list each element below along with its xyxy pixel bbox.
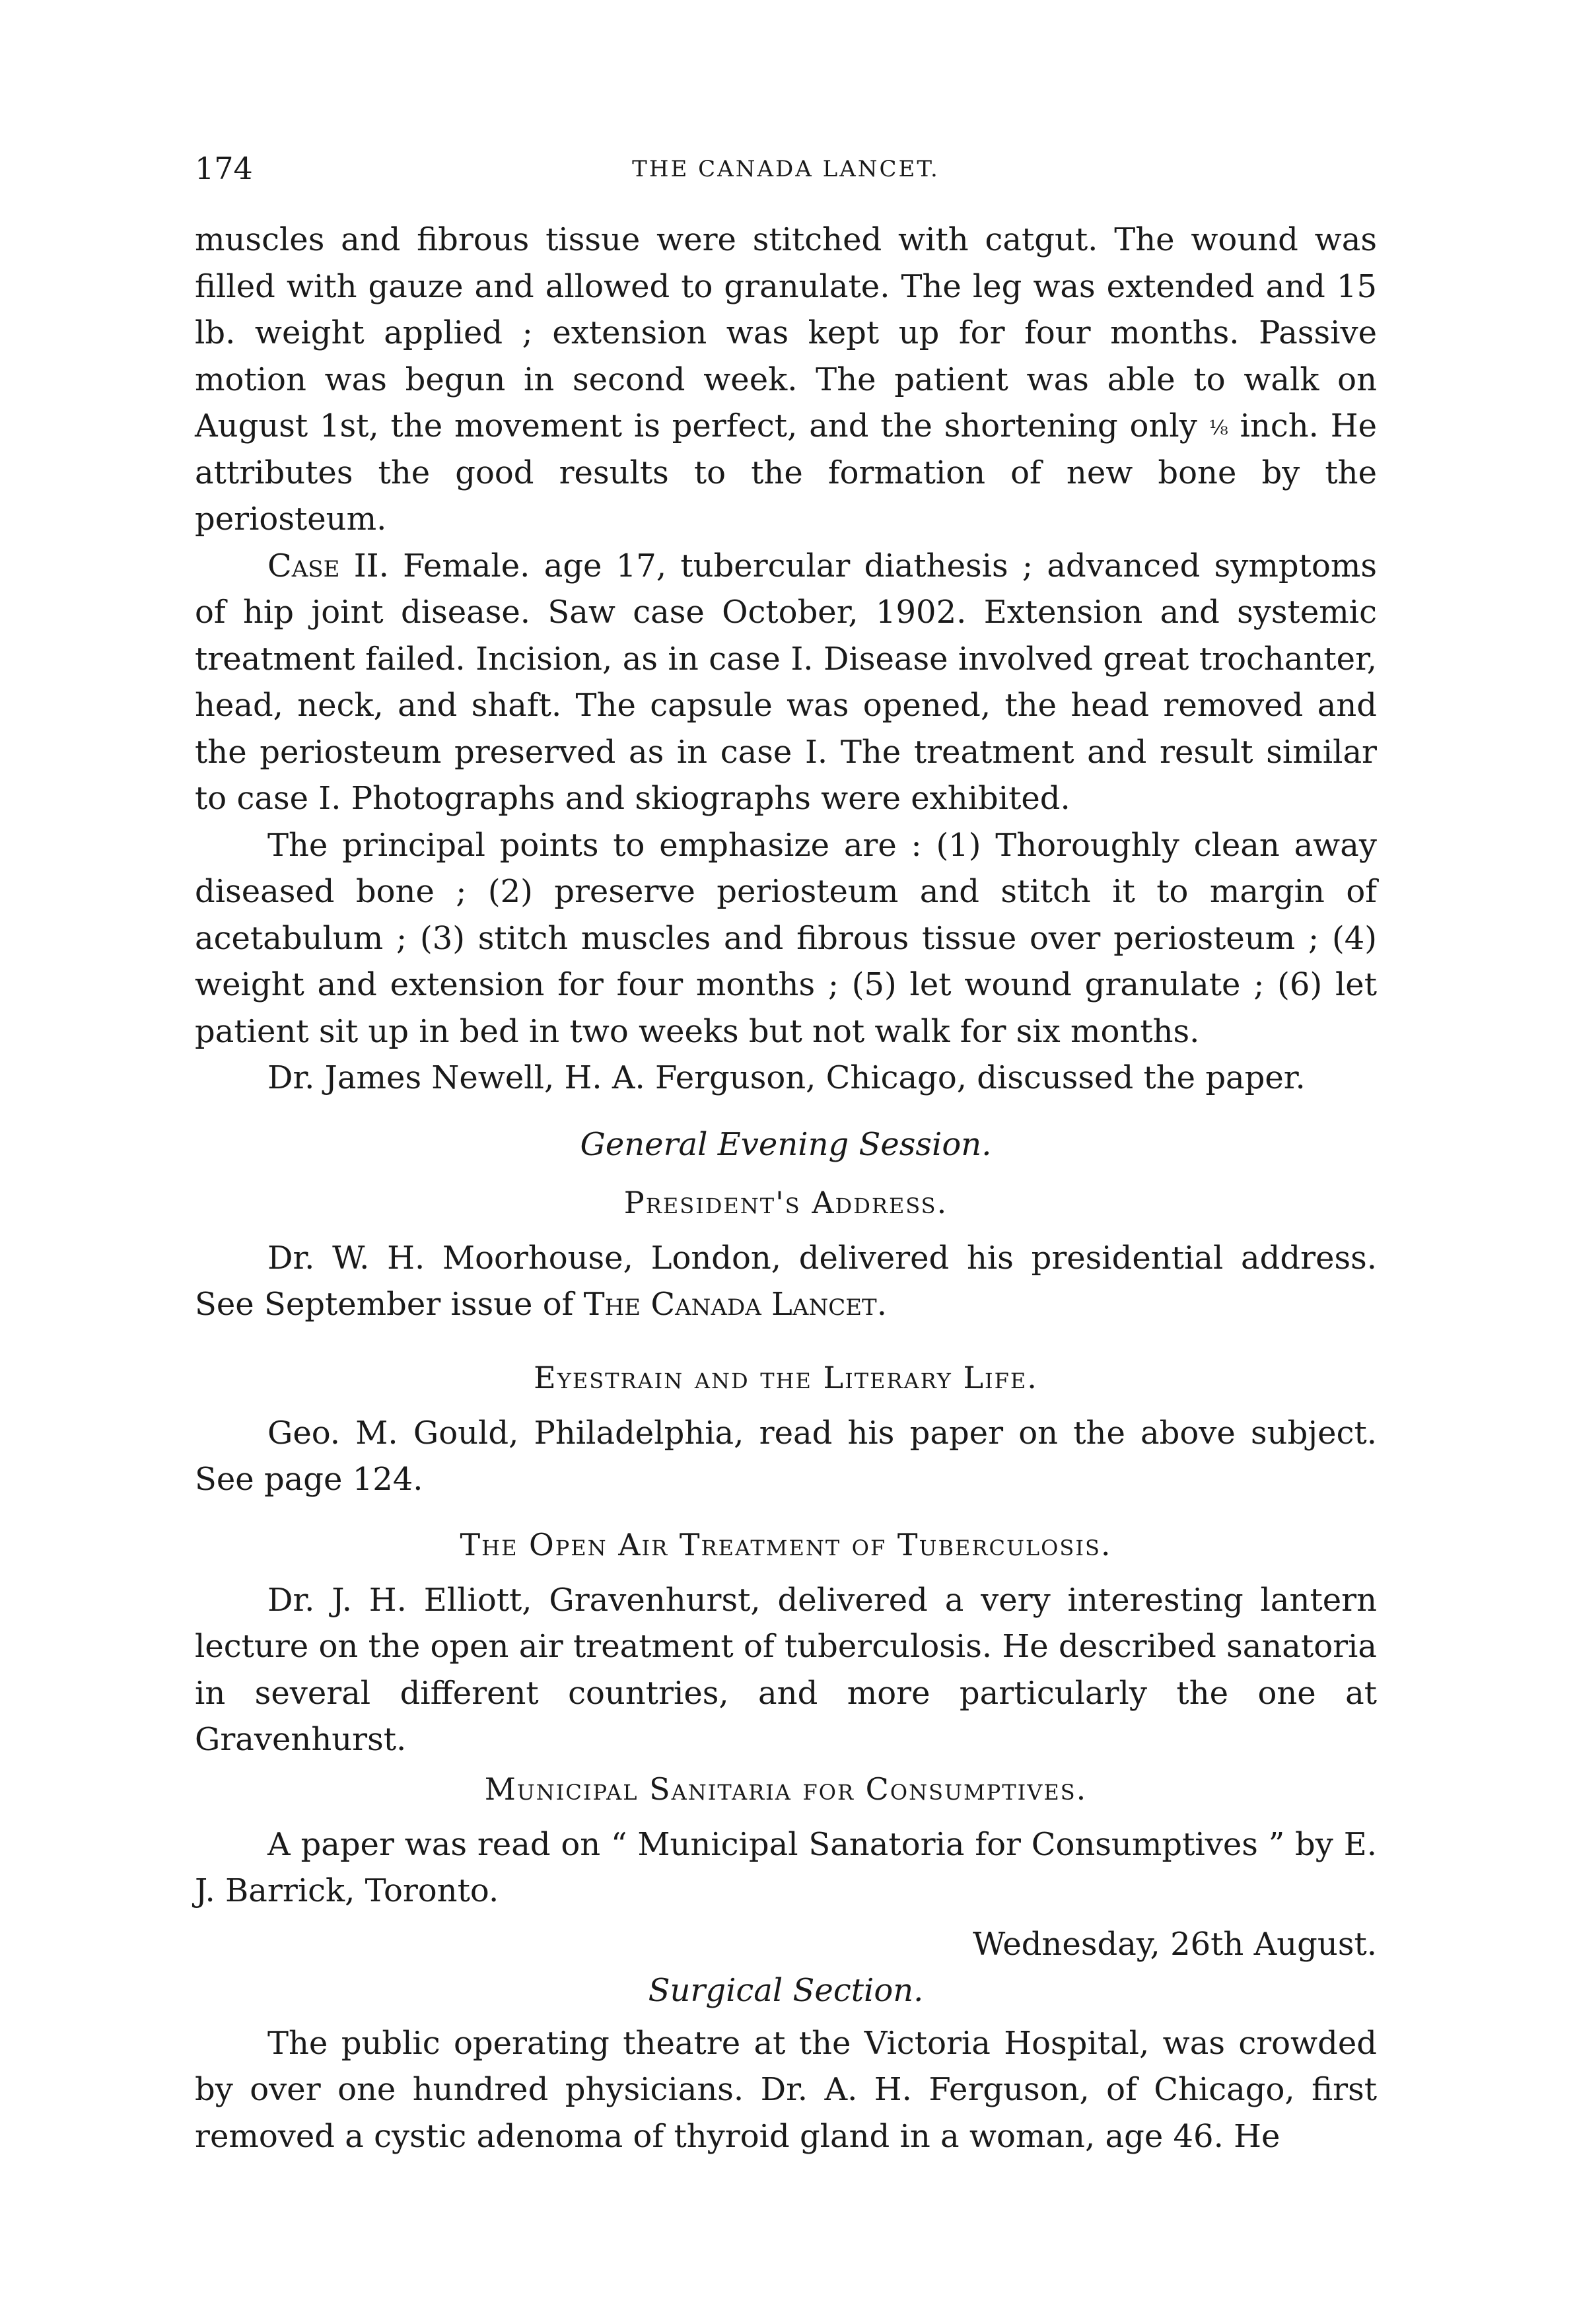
page-number: 174 [195, 151, 253, 186]
paragraph-principal-points: The principal points to emphasize are : (1) Thoroughly clean away diseased bone ; (2) preserve periosteum and stitch it to margin of acetabulum ; (3) stitch muscles and fibrous tissue over periosteum ; (4) weight and extension for four months ; (5) let wound granulate ; (6) let patient sit up in bed in two weeks but not walk for six months. [195, 826, 1377, 1050]
paragraph-case-two [195, 543, 1377, 822]
subheading-open-air-treatment: The Open Air Treatment of Tuberculosis. [460, 1526, 1112, 1563]
paragraph-municipal-sanitaria: A paper was read on “ Municipal Sanatoria for Consumptives ” by E. J. Barrick, Toronto. [195, 1825, 1377, 1909]
section-heading-surgical: Surgical Section. [648, 1971, 924, 2009]
paragraph-text: Dr. W. H. Moorhouse, London, delivered his presidential address. See September issue of [195, 1239, 1377, 1323]
subheading-eyestrain: Eyestrain and the Literary Life. [534, 1359, 1038, 1395]
paragraph-eyestrain: Geo. M. Gould, Philadelphia, read his paper on the above subject. See page 124. [195, 1414, 1377, 1498]
running-head: THE CANADA LANCET. [632, 156, 940, 182]
fraction: ⅛ [1209, 416, 1228, 440]
journal-page [195, 151, 1377, 2160]
section-heading-general-evening: General Evening Session. [580, 1125, 992, 1163]
paragraph-text: Female. age 17, tubercular diathesis ; advanced symptoms of hip joint disease. Saw case October, 1902. Extension and systemic treatment failed. Incision, as in case I. Disease involved great trochanter, head, neck, and shaft. The capsule was opened, the head removed and the periosteum preserved as in case I. The treatment and result similar to case I. Photographs and skiographs were exhibited. [195, 547, 1377, 817]
subheading-municipal-sanitaria: Municipal Sanitaria for Consumptives. [484, 1771, 1088, 1807]
paragraph-case-one-continued [195, 217, 1377, 543]
page-header [195, 151, 1377, 190]
case-label: Case II. [267, 547, 389, 584]
paragraph-text-end: inch. He attributes the good results to the formation of new bone by the periosteum. [195, 407, 1378, 538]
paragraph-text: muscles and fibrous tissue were stitched with catgut. The wound was filled with gauze and allowed to granulate. The leg was extended and 15 lb. weight applied ; extension was kept up for four months. Passive motion was begun in second week. The patient was able to walk on August 1st, the movement is perfect, and the shortening only [195, 221, 1377, 444]
paragraph-discussion: Dr. James Newell, H. A. Ferguson, Chicago, discussed the paper. [267, 1059, 1306, 1096]
subheading-presidents-address: President's Address. [623, 1184, 948, 1220]
journal-name: The Canada Lancet. [583, 1286, 887, 1323]
paragraph-surgical-section: The public operating theatre at the Victoria Hospital, was crowded by over one hundred physicians. Dr. A. H. Ferguson, of Chicago, first removed a cystic adenoma of thyroid gland in a woman, age 46. He [195, 2024, 1377, 2155]
paragraph-open-air-treatment: Dr. J. H. Elliott, Gravenhurst, delivered a very interesting lantern lecture on the open air treatment of tuberculosis. He described sanatoria in several different countries, and more particularly the one at Gravenhurst. [195, 1581, 1377, 1758]
paragraph-presidents-address [195, 1235, 1377, 1328]
date-line: Wednesday, 26th August. [972, 1925, 1377, 1963]
